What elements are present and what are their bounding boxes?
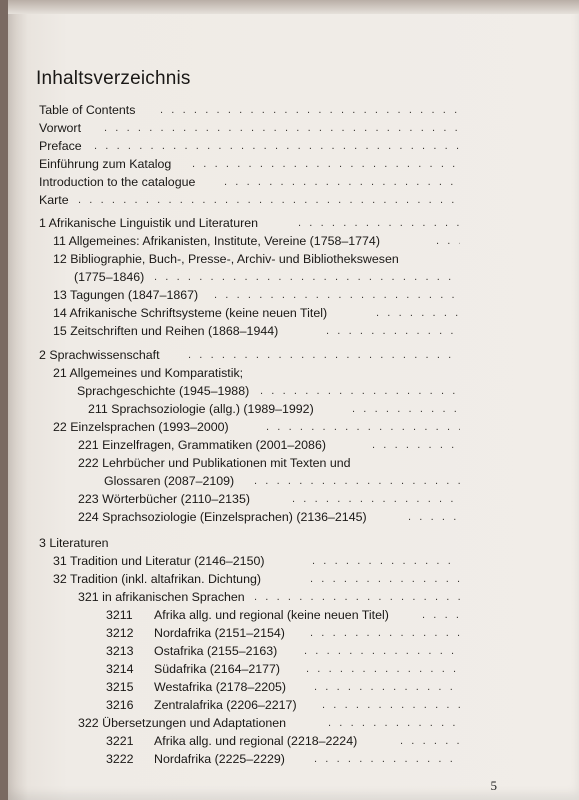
toc-leader — [78, 191, 460, 209]
toc-label: Karte — [39, 193, 69, 207]
toc-leader — [422, 606, 460, 624]
toc-leader — [160, 101, 460, 119]
toc-code: 3215 — [106, 680, 134, 694]
toc-label: 14 Afrikanische Schriftsysteme (keine neuen Titel) — [53, 306, 328, 320]
page-number: 5 — [490, 778, 497, 793]
toc-code: 3221 — [106, 734, 134, 748]
toc-leader — [310, 624, 460, 642]
toc-label: 224 Sprachsoziologie (Einzelsprachen) (2136–2145) — [78, 510, 367, 524]
toc-label: Sprachgeschichte (1945–1988) — [77, 384, 250, 398]
toc-label: Zentralafrika (2206–2217) — [154, 698, 297, 712]
toc-leader — [400, 732, 460, 750]
toc-label: Nordafrika (2225–2229) — [154, 752, 285, 766]
toc-leader — [254, 472, 460, 490]
toc-leader — [292, 490, 460, 508]
toc-label: 321 in afrikanischen Sprachen — [78, 590, 245, 604]
toc-label: 222 Lehrbücher und Publikationen mit Texten und — [78, 456, 351, 470]
toc-label: Preface — [39, 139, 82, 153]
toc-leader — [188, 346, 460, 364]
toc-label: Südafrika (2164–2177) — [154, 662, 281, 676]
toc-leader — [254, 588, 460, 606]
toc-code: 3213 — [106, 644, 134, 658]
toc-leader — [94, 137, 460, 155]
toc-leader — [192, 155, 460, 173]
toc-leader — [314, 750, 460, 768]
toc-label: 12 Bibliographie, Buch-, Presse-, Archiv- und Bibliothekswesen — [53, 252, 399, 266]
toc-label: 221 Einzelfragen, Grammatiken (2001–2086) — [78, 438, 326, 452]
toc-leader — [376, 304, 460, 322]
toc-label: 32 Tradition (inkl. altafrikan. Dichtung) — [53, 572, 261, 586]
toc-leader — [306, 660, 460, 678]
toc-label: 13 Tagungen (1847–1867) — [53, 288, 199, 302]
toc-leader — [260, 382, 460, 400]
toc-leader — [322, 696, 460, 714]
toc-code: 3211 — [106, 608, 133, 622]
toc-leader — [104, 119, 460, 137]
toc-label: Westafrika (2178–2205) — [154, 680, 287, 694]
toc-code: 3222 — [106, 752, 134, 766]
toc-leader — [312, 552, 460, 570]
toc-leader — [352, 400, 460, 418]
toc-leader — [298, 214, 460, 232]
toc-label: Vorwort — [39, 121, 82, 135]
toc-leader — [314, 678, 460, 696]
toc-label: 211 Sprachsoziologie (allg.) (1989–1992) — [88, 402, 314, 416]
toc-leader — [326, 322, 460, 340]
toc-label: 3 Literaturen — [39, 536, 109, 550]
toc-leader — [408, 508, 460, 526]
toc-label: Ostafrika (2155–2163) — [154, 644, 278, 658]
toc-leader — [436, 232, 460, 250]
toc-label: Introduction to the catalogue — [39, 175, 196, 189]
toc-label: Einführung zum Katalog — [39, 157, 172, 171]
page-top-shadow — [8, 0, 579, 14]
toc-code: 3216 — [106, 698, 134, 712]
toc-leader — [328, 714, 460, 732]
toc-label: 15 Zeitschriften und Reihen (1868–1944) — [53, 324, 279, 338]
toc-leader — [304, 642, 460, 660]
toc-label: Glossaren (2087–2109) — [104, 474, 235, 488]
toc-leader — [154, 268, 460, 286]
toc-label: 322 Übersetzungen und Adaptationen — [78, 716, 287, 730]
toc-label: 21 Allgemeines und Komparatistik; — [53, 366, 244, 380]
toc-label: Afrika allg. und regional (keine neuen Titel) — [154, 608, 389, 622]
toc-label: 223 Wörterbücher (2110–2135) — [78, 492, 250, 506]
toc-code: 3214 — [106, 662, 134, 676]
toc-label: 22 Einzelsprachen (1993–2000) — [53, 420, 229, 434]
toc-label: Nordafrika (2151–2154) — [154, 626, 285, 640]
toc-label: 1 Afrikanische Linguistik und Literaturen — [39, 216, 259, 230]
toc-leader — [266, 418, 460, 436]
toc-leader — [214, 286, 460, 304]
toc-label: (1775–1846) — [74, 270, 145, 284]
book-page — [8, 0, 579, 800]
toc-leader — [224, 173, 460, 191]
toc-label: Afrika allg. und regional (2218–2224) — [154, 734, 358, 748]
toc-leader — [372, 436, 460, 454]
toc-label: Table of Contents — [39, 103, 136, 117]
toc-code: 3212 — [106, 626, 134, 640]
toc-label: 11 Allgemeines: Afrikanisten, Institute, Vereine (1758–1774) — [53, 234, 380, 248]
toc-leader — [310, 570, 460, 588]
toc-label: 31 Tradition und Literatur (2146–2150) — [53, 554, 265, 568]
page-title: Inhaltsverzeichnis — [36, 68, 191, 89]
toc-label: 2 Sprachwissenschaft — [39, 348, 160, 362]
